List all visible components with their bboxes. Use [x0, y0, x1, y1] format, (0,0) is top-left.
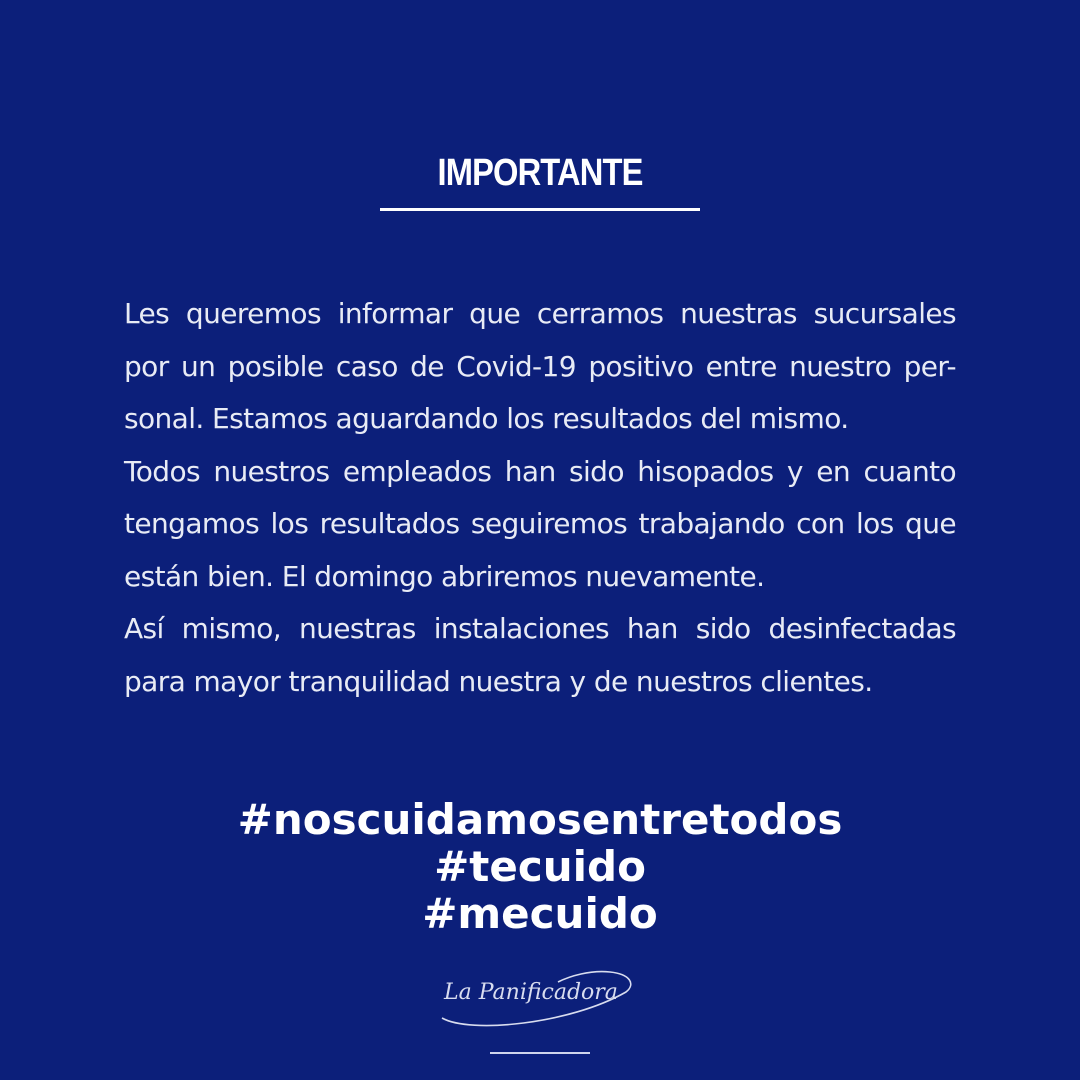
- page-title: IMPORTANTE: [437, 152, 643, 194]
- message-body: [124, 288, 956, 708]
- hashtag-noscuidamosentretodos: #noscuidamosentretodos: [237, 795, 843, 844]
- brand-logo: [430, 966, 650, 1036]
- message-paragraph-disinfection: Así mismo, nuestras instalaciones han sido desinfectadas para mayor tranquilidad nuestra y de nuestros clientes.: [124, 612, 956, 698]
- title-underline: [380, 208, 700, 211]
- message-paragraph-testing: Todos nuestros empleados han sido hisopados y en cuanto tengamos los resultados seguiremos trabajando con los que están bien. El domingo abriremos nuevamente.: [124, 454, 956, 593]
- brand-name: La Panificadora: [444, 980, 618, 1005]
- hashtag-tecuido: #tecuido: [434, 842, 646, 891]
- message-paragraph-closure: Les queremos informar que cerramos nuestras sucursales por un posible caso de Covid-19 positivo entre nuestro per-sonal. Estamos aguardando los resultados del mismo.: [124, 297, 956, 435]
- hashtag-mecuido: #mecuido: [422, 889, 658, 938]
- footer-divider: [490, 1052, 590, 1054]
- hashtag-block: [0, 796, 1080, 937]
